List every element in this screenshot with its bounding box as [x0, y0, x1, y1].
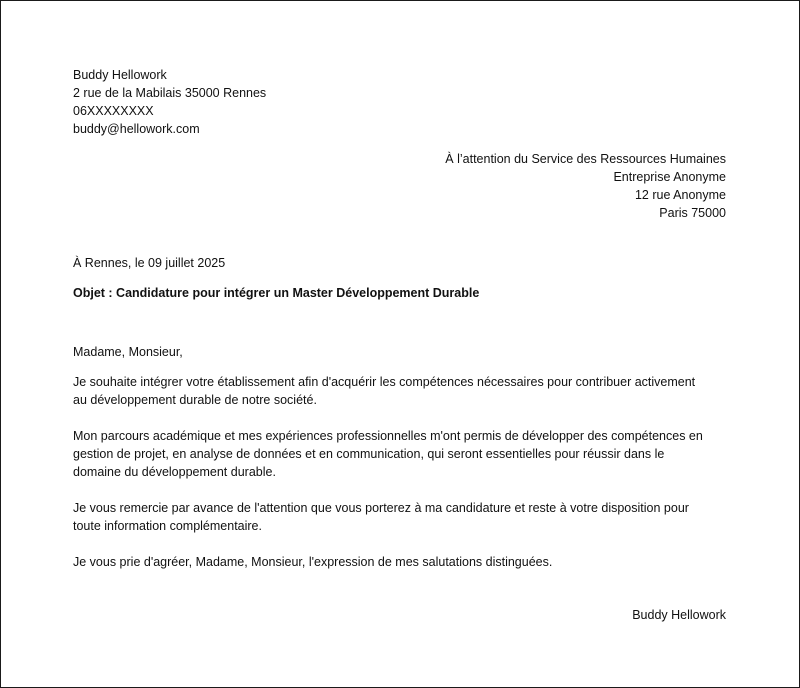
sender-phone: 06XXXXXXXX	[73, 104, 154, 118]
sender-address: 2 rue de la Mabilais 35000 Rennes	[73, 86, 267, 100]
recipient-street: 12 rue Anonyme	[634, 188, 726, 202]
recipient-city: Paris 75000	[659, 206, 726, 220]
body-line: Mon parcours académique et mes expériences professionnelles m'ont permis de développer des compétences en	[73, 429, 703, 443]
body-line: Je souhaite intégrer votre établissement afin d'acquérir les compétences nécessaires pour contribuer activement	[73, 375, 696, 389]
salutation: Madame, Monsieur,	[73, 345, 183, 359]
sender-name: Buddy Hellowork	[73, 68, 167, 82]
signature: Buddy Hellowork	[632, 608, 726, 622]
closing-formula: Je vous prie d'agréer, Madame, Monsieur, l'expression de mes salutations distinguées.	[73, 555, 553, 569]
body-line: gestion de projet, en analyse de données et en communication, qui seront essentielles pour réussir dans le	[73, 447, 665, 461]
recipient-attention: À l’attention du Service des Ressources Humaines	[445, 152, 726, 166]
recipient-company: Entreprise Anonyme	[613, 170, 726, 184]
body-line: Je vous remercie par avance de l'attention que vous porterez à ma candidature et reste à votre disposition pour	[73, 501, 689, 515]
subject-line: Objet : Candidature pour intégrer un Master Développement Durable	[73, 286, 480, 300]
sender-email: buddy@hellowork.com	[73, 122, 200, 136]
date-line: À Rennes, le 09 juillet 2025	[73, 256, 226, 270]
body-line: au développement durable de notre société.	[73, 393, 317, 407]
body-line: domaine du développement durable.	[73, 465, 276, 479]
body-line: toute information complémentaire.	[73, 519, 262, 533]
